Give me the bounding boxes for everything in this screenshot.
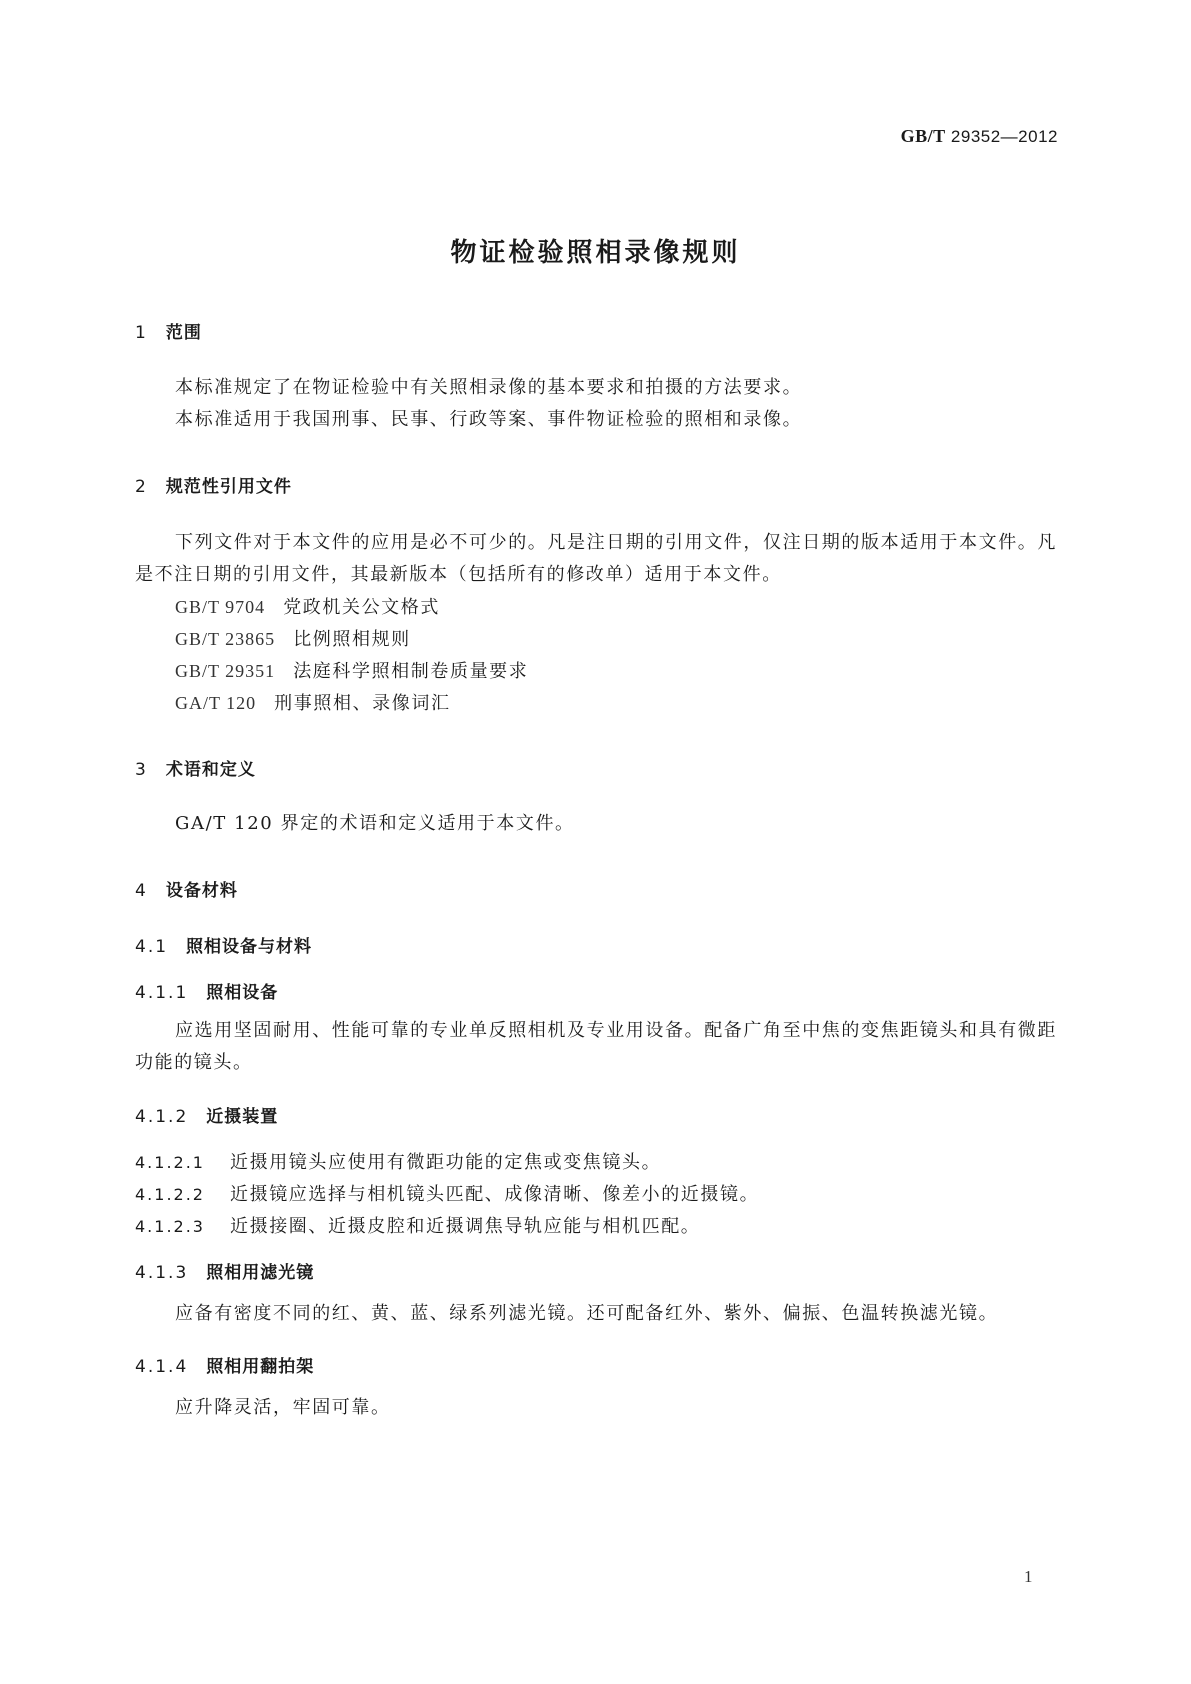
clause-item [135,1212,700,1238]
section-2-heading [135,472,292,497]
reference-title: 刑事照相、录像词汇 [274,693,451,714]
section-number: 4.1 [135,937,169,957]
clause-item [135,1180,759,1206]
reference-code: GB/T 23865 [175,629,276,649]
scope-paragraph-1: 本标准规定了在物证检验中有关照相录像的基本要求和拍摄的方法要求。 [175,377,803,398]
section-number: 2 [135,477,148,497]
section-4-heading [135,876,238,901]
document-title: 物证检验照相录像规则 [450,238,741,268]
section-title: 照相设备与材料 [186,937,313,957]
section-number: 4.1.2 [135,1107,189,1127]
references-intro-paragraph: 下列文件对于本文件的应用是必不可少的。凡是注日期的引用文件，仅注日期的版本适用于本文件。凡是不注日期的引用文件，其最新版本（包括所有的修改单）适用于本文件。 [135,532,1057,585]
reference-code: GB/T 9704 [175,597,266,617]
section-title: 近摄装置 [206,1107,279,1127]
section-title: 设备材料 [165,881,238,901]
section-title: 范围 [165,323,202,343]
section-4-1-heading [135,932,312,957]
clause-number: 4.1.2.2 [135,1185,205,1204]
page-number: 1 [1024,1567,1033,1586]
clause-number: 4.1.2.3 [135,1217,205,1236]
reference-code: GB/T 29351 [175,661,276,681]
section-4-1-1-heading [135,978,278,1003]
section-number: 4.1.3 [135,1263,189,1283]
scope-paragraph-2: 本标准适用于我国刑事、民事、行政等案、事件物证检验的照相和录像。 [175,409,803,430]
clause-number: 4.1.2.1 [135,1153,205,1172]
clause-text: 近摄镜应选择与相机镜头匹配、成像清晰、像差小的近摄镜。 [230,1184,760,1205]
clause-item [135,1148,661,1174]
section-number: 4.1.1 [135,983,189,1003]
clause-text: 近摄接圈、近摄皮腔和近摄调焦导轨应能与相机匹配。 [230,1216,701,1237]
reference-item [175,657,528,683]
reference-title: 党政机关公文格式 [283,597,440,618]
standard-code [901,126,1058,147]
terms-paragraph: GA/T 120 界定的术语和定义适用于本文件。 [175,813,575,834]
camera-equipment-paragraph: 应选用坚固耐用、性能可靠的专业单反照相机及专业用设备。配备广角至中焦的变焦距镜头和具有微距功能的镜头。 [135,1020,1057,1073]
section-title: 照相用滤光镜 [206,1263,315,1283]
section-number: 3 [135,760,148,780]
section-title: 照相用翻拍架 [206,1357,315,1377]
section-title: 照相设备 [206,983,279,1003]
section-number: 1 [135,323,148,343]
section-3-heading [135,755,256,780]
section-number: 4 [135,881,148,901]
reference-title: 法庭科学照相制卷质量要求 [293,661,529,682]
section-4-1-3-heading [135,1258,314,1283]
filter-paragraph: 应备有密度不同的红、黄、蓝、绿系列滤光镜。还可配备红外、紫外、偏振、色温转换滤光镜。 [175,1303,999,1324]
clause-text: 近摄用镜头应使用有微距功能的定焦或变焦镜头。 [230,1152,662,1173]
standard-code-prefix: GB/T [900,126,946,146]
standard-code-number: 29352—2012 [950,127,1058,146]
section-title: 规范性引用文件 [165,477,292,497]
reference-code: GA/T 120 [175,693,257,713]
reference-item [175,625,411,651]
reference-item [175,593,440,619]
section-4-1-2-heading [135,1102,278,1127]
section-number: 4.1.4 [135,1357,189,1377]
copy-stand-paragraph: 应升降灵活，牢固可靠。 [175,1397,391,1418]
section-title: 术语和定义 [165,760,256,780]
section-1-heading [135,318,202,343]
section-4-1-4-heading [135,1352,314,1377]
reference-item [175,689,451,715]
reference-title: 比例照相规则 [293,629,411,650]
